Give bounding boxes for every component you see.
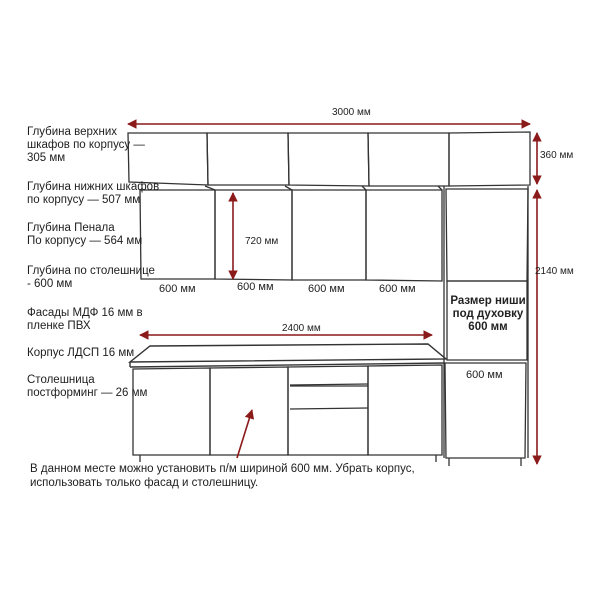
- middle-cabinet-4: [366, 190, 442, 281]
- label-upper-depth: Глубина верхних шкафов по корпусу — 305 мм: [27, 126, 145, 164]
- upper-cabinet-5: [449, 132, 530, 186]
- label-penal-depth: Глубина Пенала По корпусу — 564 мм: [27, 222, 143, 247]
- note-pointer: [237, 410, 252, 458]
- upper-cabinet-3: [288, 133, 369, 186]
- middle-cabinet-2: [215, 190, 292, 280]
- label-worktop: Столешница постформинг — 26 мм: [27, 374, 148, 399]
- label-body: Корпус ЛДСП 16 мм: [27, 347, 135, 359]
- tall-top-door: [446, 189, 528, 281]
- installation-note: В данном месте можно установить п/м шириной 600 мм. Убрать корпус, использовать только фасад и столешницу.: [30, 463, 415, 489]
- oven-niche-label: Размер ниши под духовку 600 мм: [450, 295, 526, 333]
- upper-cabinet-4: [368, 133, 449, 186]
- lower-cabinets: [133, 365, 442, 462]
- dim-upper-height-text: 360 мм: [540, 150, 574, 161]
- middle-cabinets: [140, 186, 442, 281]
- upper-cabinets: [128, 132, 530, 186]
- label-top-depth: Глубина по столешнице - 600 мм: [27, 265, 155, 290]
- upper-cabinet-2: [207, 133, 289, 185]
- dim-width-4: 600 мм: [379, 283, 416, 295]
- label-lower-depth: Глубина нижних шкафов по корпусу — 507 мм: [27, 181, 160, 206]
- middle-cabinet-3: [292, 190, 366, 280]
- lower-cabinet-4: [368, 365, 442, 455]
- dim-width-1: 600 мм: [159, 283, 196, 295]
- dim-tall-width: 600 мм: [466, 369, 503, 381]
- dim-counter-width-text: 2400 мм: [282, 323, 321, 334]
- dim-total-width-text: 3000 мм: [332, 107, 371, 118]
- countertop: [130, 344, 446, 367]
- lower-cabinet-2: [210, 367, 288, 455]
- dim-width-3: 600 мм: [308, 283, 345, 295]
- dim-width-2: 600 мм: [237, 281, 274, 293]
- dim-inner-height-text: 720 мм: [245, 236, 279, 247]
- label-facades: Фасады МДФ 16 мм в пленке ПВХ: [27, 307, 143, 332]
- dim-tall-height-text: 2140 мм: [535, 266, 574, 277]
- lower-drawers: [288, 366, 368, 455]
